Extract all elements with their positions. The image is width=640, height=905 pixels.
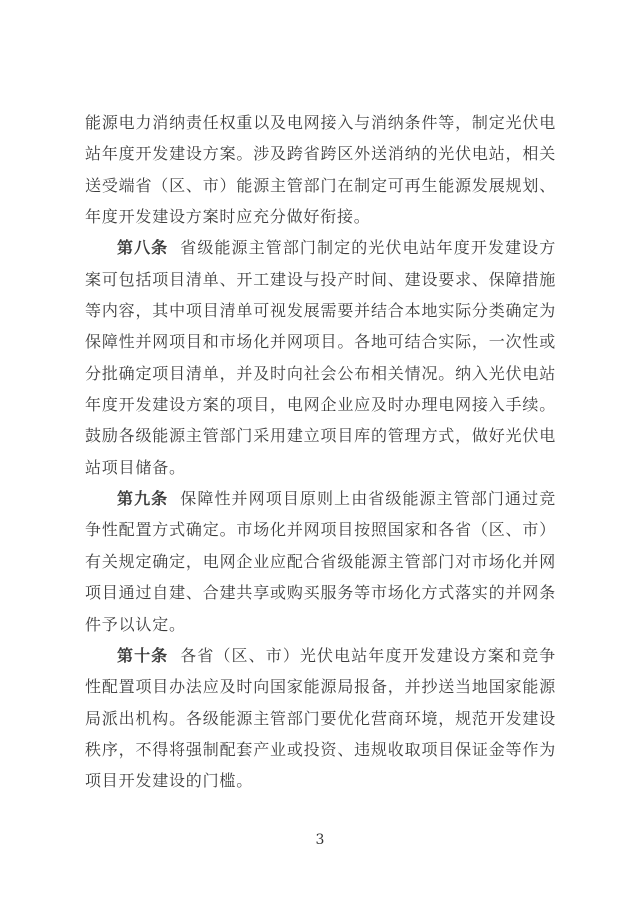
paragraph-article-10	[85, 640, 556, 797]
article-10-text: 各省（区、市）光伏电站年度开发建设方案和竞争性配置项目办法应及时向国家能源局报备，并抄送当地国家能源局派出机构。各级能源主管部门要优化营商环境，规范开发建设秩序，不得将强制配套产业或投资、违规收取项目保证金等作为项目开发建设的门槛。	[85, 645, 556, 791]
paragraph-continuation: 能源电力消纳责任权重以及电网接入与消纳条件等，制定光伏电站年度开发建设方案。涉及跨省跨区外送消纳的光伏电站，相关送受端省（区、市）能源主管部门在制定可再生能源发展规划、年度开发建设方案时应充分做好衔接。	[85, 113, 556, 227]
article-8-text: 省级能源主管部门制定的光伏电站年度开发建设方案可包括项目清单、开工建设与投产时间、建设要求、保障措施等内容，其中项目清单可视发展需要并结合本地实际分类确定为保障性并网项目和市场化并网项目。各地可结合实际，一次性或分批确定项目清单，并及时向社会公布相关情况。纳入光伏电站年度开发建设方案的项目，电网企业应及时办理电网接入手续。鼓励各级能源主管部门采用建立项目库的管理方式，做好光伏电站项目储备。	[85, 238, 556, 477]
article-9-text: 保障性并网项目原则上由省级能源主管部门通过竞争性配置方式确定。市场化并网项目按照国家和各省（区、市）有关规定确定，电网企业应配合省级能源主管部门对市场化并网项目通过自建、合建共享或购买服务等市场化方式落实的并网条件予以认定。	[85, 489, 556, 634]
article-8-number: 第八条	[117, 238, 169, 258]
paragraph-article-8	[85, 232, 556, 483]
article-10-number: 第十条	[117, 645, 169, 665]
page-number: 3	[315, 832, 325, 848]
paragraph-article-9	[85, 483, 556, 640]
article-9-number: 第九条	[117, 489, 169, 509]
document-body	[85, 107, 556, 797]
